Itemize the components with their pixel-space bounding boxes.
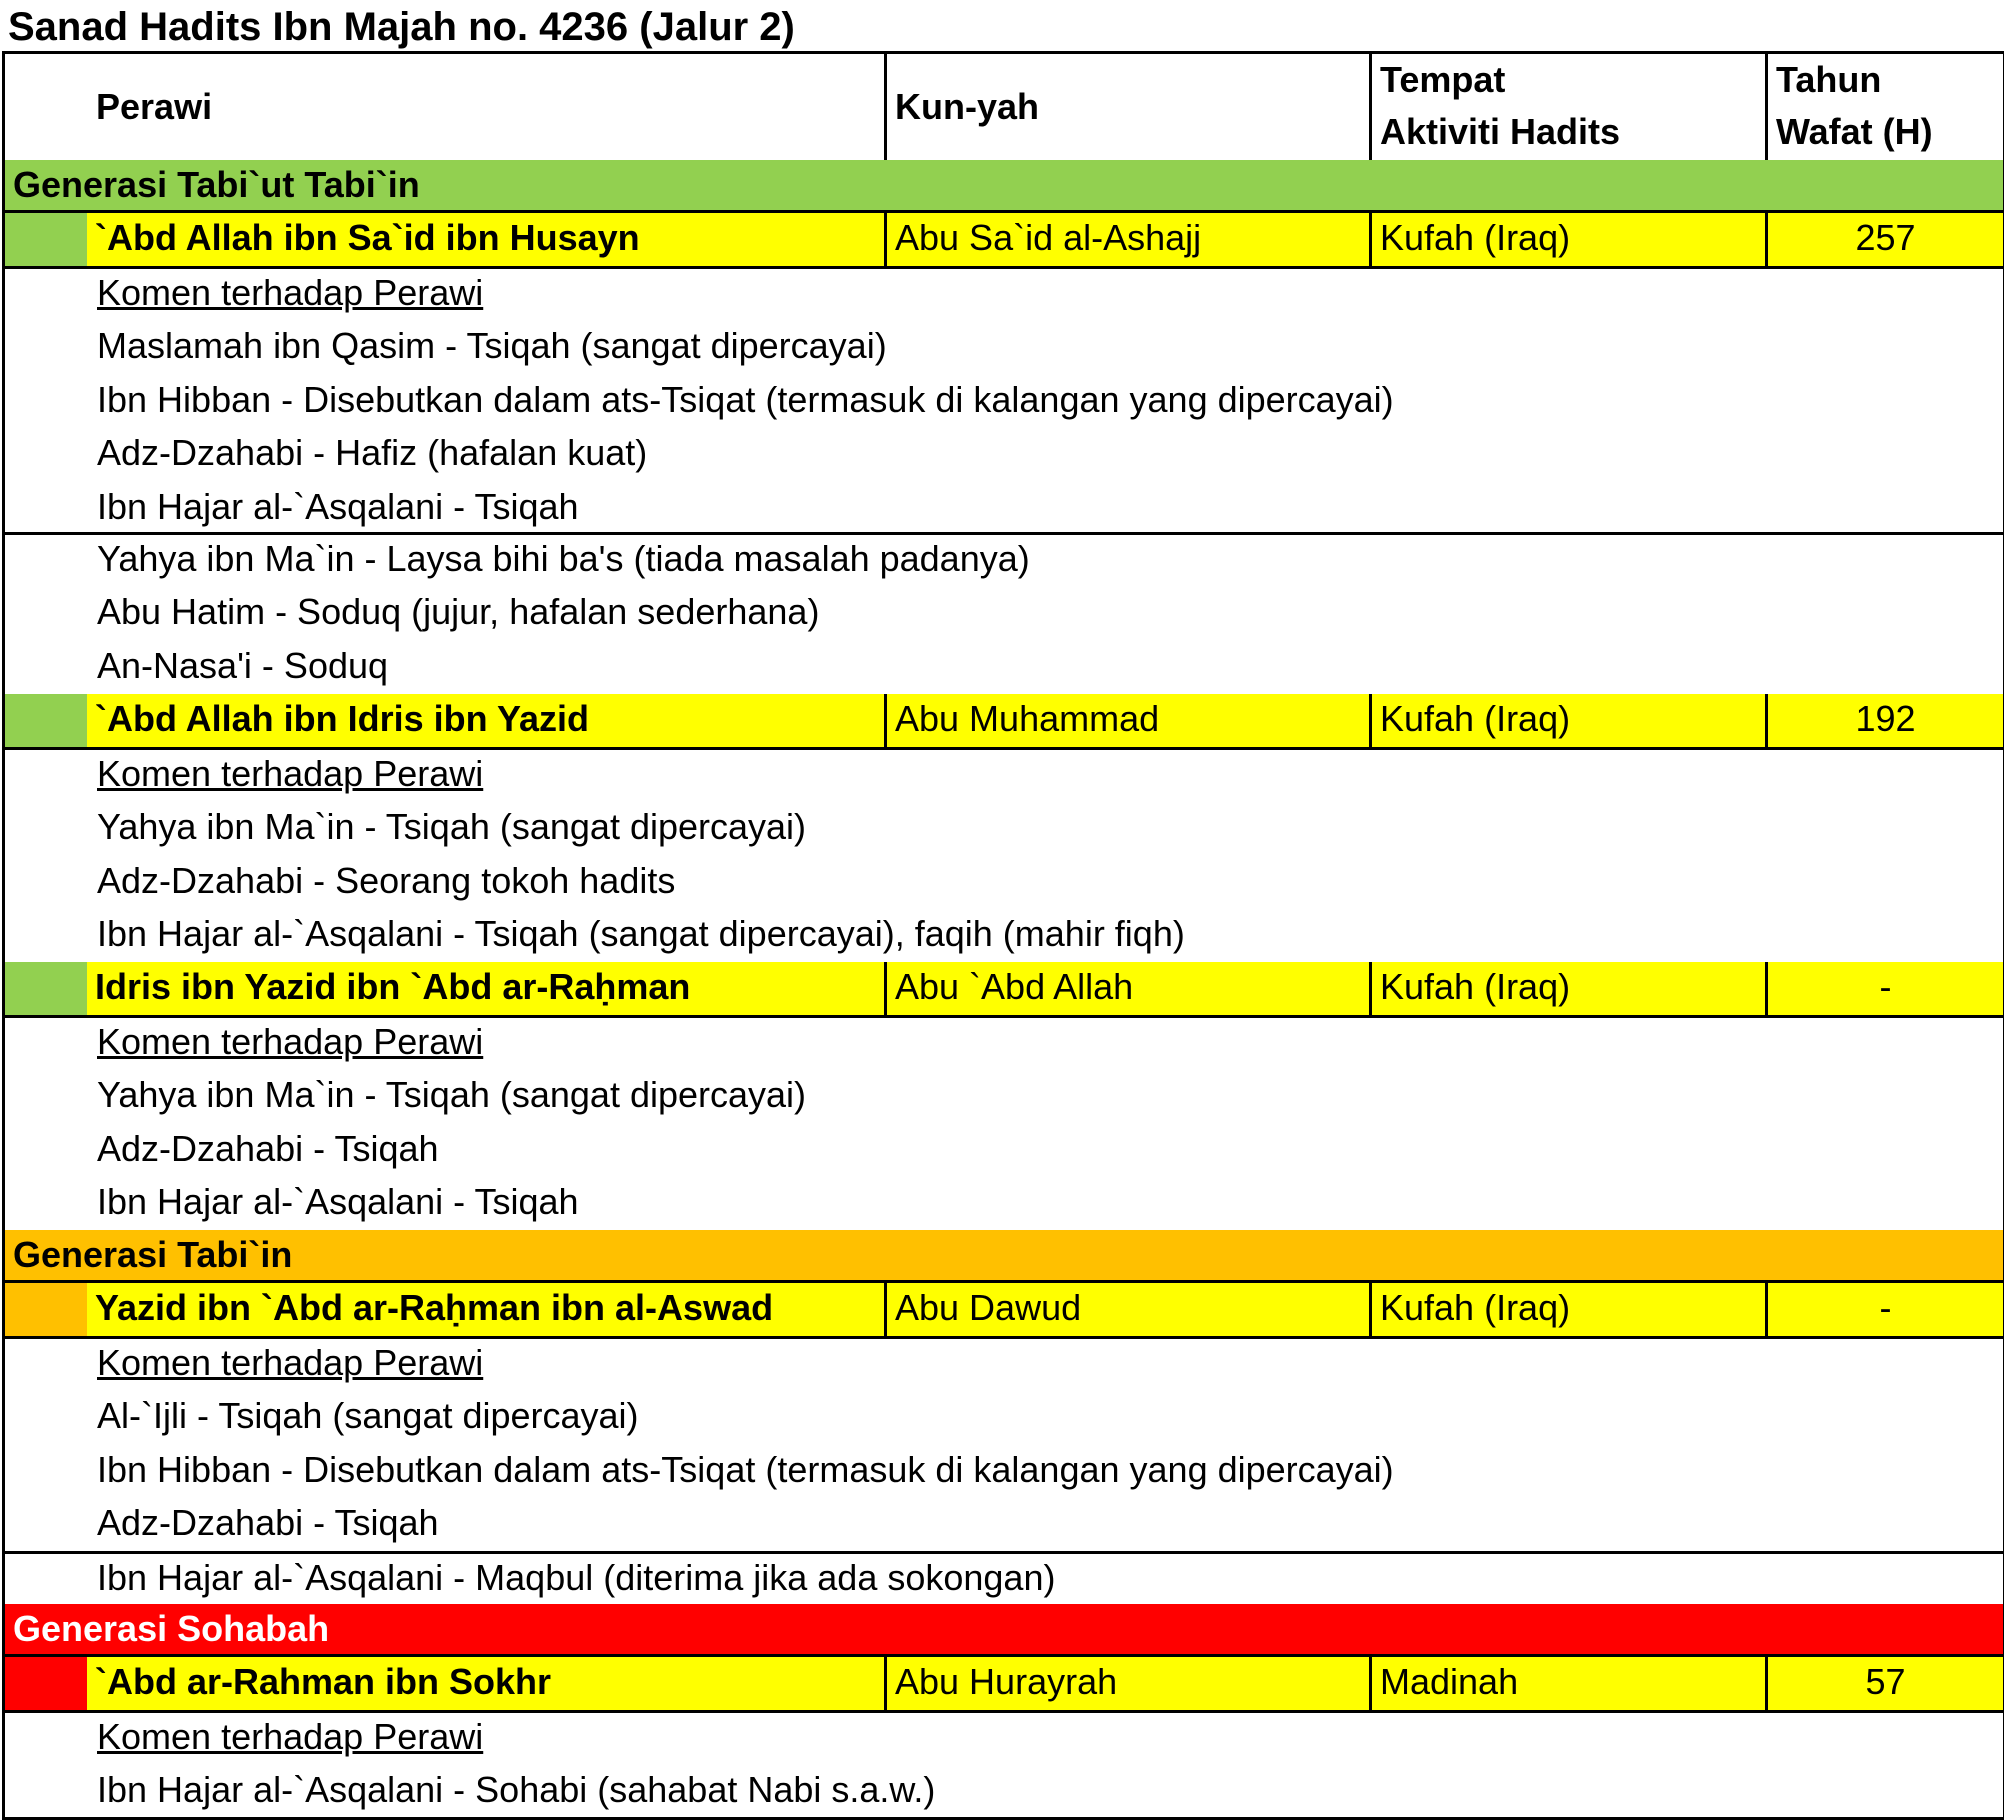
comment-block bbox=[5, 1710, 2003, 1817]
header-row bbox=[5, 54, 2003, 163]
comment-line: Ibn Hajar al-`Asqalani - Sohabi (sahabat Nabi s.a.w.) bbox=[97, 1769, 936, 1811]
comment-line: Yahya ibn Ma`in - Tsiqah (sangat dipercayai) bbox=[97, 1074, 807, 1116]
comment-line: Yahya ibn Ma`in - Laysa bihi ba's (tiada masalah padanya) bbox=[97, 538, 1030, 579]
narrator-death-year: 192 bbox=[1768, 694, 2003, 747]
comment-line: Adz-Dzahabi - Tsiqah bbox=[97, 1127, 439, 1169]
comment-line: Yahya ibn Ma`in - Tsiqah (sangat dipercayai) bbox=[97, 806, 807, 848]
header-kunyah-label: Kun-yah bbox=[895, 86, 1039, 127]
narrator-row[interactable] bbox=[5, 1657, 2003, 1713]
narrator-place: Kufah (Iraq) bbox=[1372, 213, 1768, 266]
header-tempat-line1: Tempat bbox=[1380, 59, 1506, 100]
generation-label: Generasi Sohabah bbox=[13, 1608, 330, 1649]
narrator-place: Kufah (Iraq) bbox=[1372, 1283, 1768, 1336]
narrator-death-year: 57 bbox=[1768, 1657, 2003, 1710]
comment-line: An-Nasa'i - Soduq bbox=[97, 644, 389, 686]
header-perawi-label: Perawi bbox=[96, 86, 213, 127]
comment-block-extra bbox=[5, 1551, 2003, 1611]
comment-line: Abu Hatim - Soduq (jujur, hafalan sederhana) bbox=[97, 591, 820, 633]
sanad-table bbox=[2, 51, 2004, 1820]
narrator-row[interactable] bbox=[5, 1283, 2003, 1339]
comment-line: Ibn Hibban - Disebutkan dalam ats-Tsiqat (termasuk di kalangan yang dipercayai) bbox=[97, 378, 1394, 420]
narrator-name: `Abd ar-Rahman ibn Sokhr bbox=[87, 1657, 887, 1710]
comment-heading: Komen terhadap Perawi bbox=[97, 1021, 484, 1062]
comment-line: Adz-Dzahabi - Tsiqah bbox=[97, 1502, 439, 1544]
header-kunyah[interactable] bbox=[887, 54, 1372, 160]
comment-line: Maslamah ibn Qasim - Tsiqah (sangat dipercayai) bbox=[97, 325, 887, 367]
narrator-kunyah: Abu `Abd Allah bbox=[887, 962, 1372, 1015]
comment-line: Ibn Hibban - Disebutkan dalam ats-Tsiqat (termasuk di kalangan yang dipercayai) bbox=[97, 1448, 1394, 1490]
generation-marker bbox=[5, 1283, 87, 1336]
header-tempat-line2: Aktiviti Hadits bbox=[1380, 111, 1621, 152]
narrator-row[interactable] bbox=[5, 962, 2003, 1018]
comment-heading: Komen terhadap Perawi bbox=[97, 1342, 484, 1383]
header-tahun-line2: Wafat (H) bbox=[1776, 111, 1933, 152]
header-tempat[interactable] bbox=[1372, 54, 1768, 160]
narrator-name: `Abd Allah ibn Idris ibn Yazid bbox=[87, 694, 887, 747]
narrator-place: Kufah (Iraq) bbox=[1372, 962, 1768, 1015]
generation-marker bbox=[5, 1657, 87, 1710]
generation-row-tabiin[interactable] bbox=[5, 1230, 2003, 1283]
narrator-death-year: 257 bbox=[1768, 213, 2003, 266]
generation-row-tabiut-tabiin[interactable] bbox=[5, 160, 2003, 213]
narrator-place: Madinah bbox=[1372, 1657, 1768, 1710]
narrator-row[interactable] bbox=[5, 213, 2003, 269]
generation-marker bbox=[5, 694, 87, 747]
comment-block bbox=[5, 266, 2003, 535]
narrator-death-year: - bbox=[1768, 1283, 2003, 1336]
comment-line: Ibn Hajar al-`Asqalani - Tsiqah bbox=[97, 1181, 579, 1223]
comment-heading: Komen terhadap Perawi bbox=[97, 272, 484, 313]
narrator-kunyah: Abu Hurayrah bbox=[887, 1657, 1372, 1710]
generation-marker bbox=[5, 213, 87, 266]
sheet-title: Sanad Hadits Ibn Majah no. 4236 (Jalur 2) bbox=[8, 5, 795, 49]
comment-block bbox=[5, 1015, 2003, 1237]
generation-marker bbox=[5, 962, 87, 1015]
comment-line: Ibn Hajar al-`Asqalani - Tsiqah bbox=[97, 485, 579, 527]
comment-heading: Komen terhadap Perawi bbox=[97, 1716, 484, 1757]
narrator-name: Idris ibn Yazid ibn `Abd ar-Raḥman bbox=[87, 962, 887, 1015]
comment-block-extra bbox=[5, 532, 2003, 701]
header-tahun[interactable] bbox=[1768, 54, 2003, 160]
header-tahun-line1: Tahun bbox=[1776, 59, 1882, 100]
comment-line: Adz-Dzahabi - Hafiz (hafalan kuat) bbox=[97, 432, 648, 474]
comment-block bbox=[5, 747, 2003, 969]
narrator-death-year: - bbox=[1768, 962, 2003, 1015]
generation-label: Generasi Tabi`ut Tabi`in bbox=[13, 164, 420, 205]
header-perawi[interactable] bbox=[5, 54, 887, 160]
narrator-row[interactable] bbox=[5, 694, 2003, 750]
narrator-kunyah: Abu Sa`id al-Ashajj bbox=[887, 213, 1372, 266]
narrator-kunyah: Abu Dawud bbox=[887, 1283, 1372, 1336]
comment-line: Adz-Dzahabi - Seorang tokoh hadits bbox=[97, 859, 676, 901]
generation-row-sohabah[interactable] bbox=[5, 1604, 2003, 1657]
generation-label: Generasi Tabi`in bbox=[13, 1234, 293, 1275]
comment-line: Ibn Hajar al-`Asqalani - Tsiqah (sangat dipercayai), faqih (mahir fiqh) bbox=[97, 913, 1185, 955]
comment-line: Al-`Ijli - Tsiqah (sangat dipercayai) bbox=[97, 1395, 639, 1437]
comment-block bbox=[5, 1336, 2003, 1554]
narrator-name: `Abd Allah ibn Sa`id ibn Husayn bbox=[87, 213, 887, 266]
narrator-name: Yazid ibn `Abd ar-Raḥman ibn al-Aswad bbox=[87, 1283, 887, 1336]
narrator-place: Kufah (Iraq) bbox=[1372, 694, 1768, 747]
narrator-kunyah: Abu Muhammad bbox=[887, 694, 1372, 747]
comment-line: Ibn Hajar al-`Asqalani - Maqbul (diterima jika ada sokongan) bbox=[97, 1557, 1056, 1598]
comment-heading: Komen terhadap Perawi bbox=[97, 753, 484, 794]
